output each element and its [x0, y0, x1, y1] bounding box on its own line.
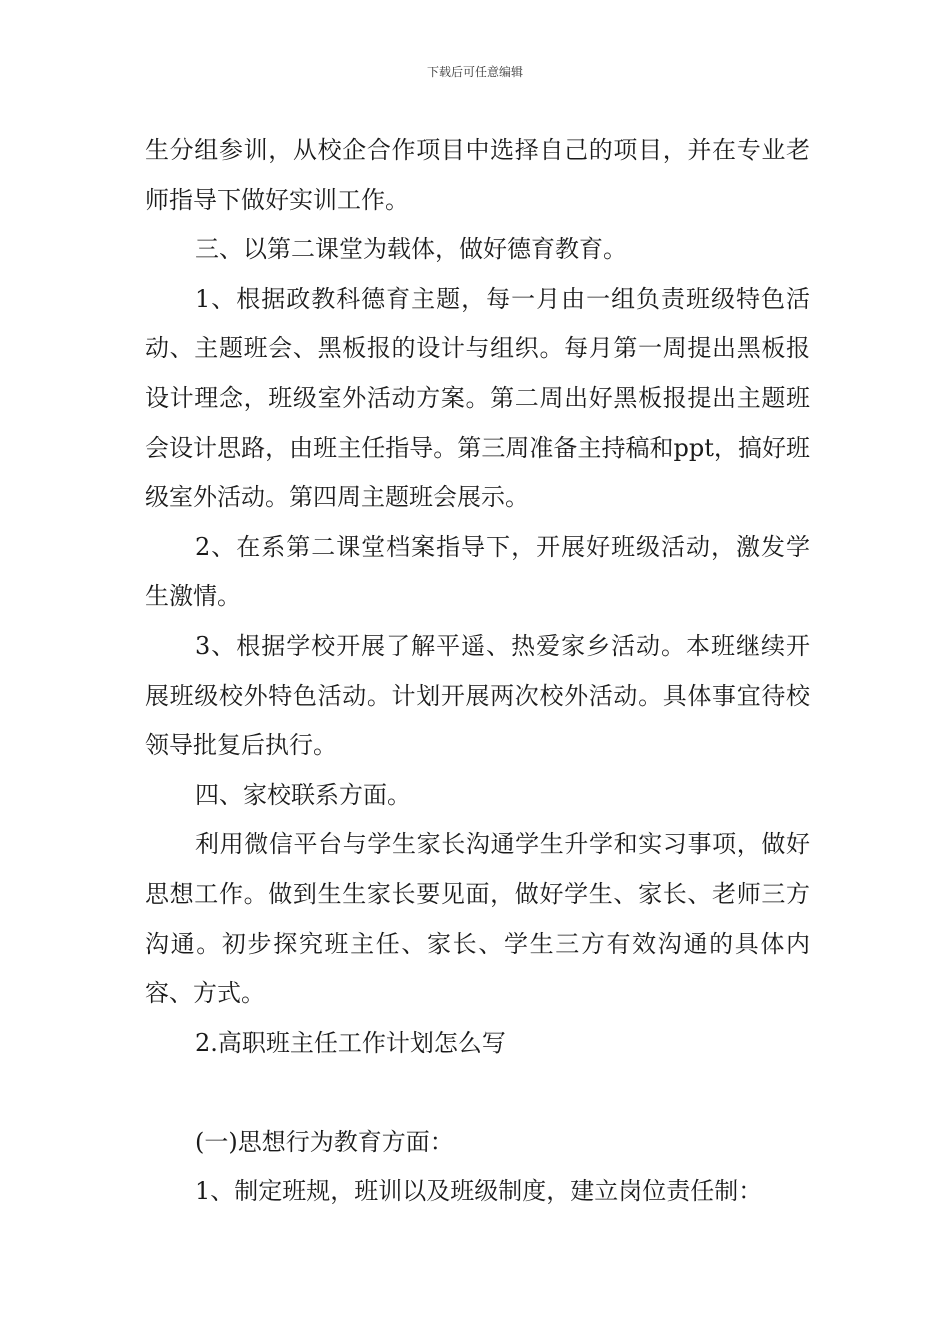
paragraph-item-3: 3、根据学校开展了解平遥、热爱家乡活动。本班继续开展班级校外特色活动。计划开展两次校外活动。具体事宜待校领导批复后执行。	[145, 631, 810, 760]
page-header: 下载后可任意编辑	[426, 65, 523, 79]
article-title-2: 2.高职班主任工作计划怎么写	[195, 1028, 506, 1057]
section-heading-3: 三、以第二课堂为载体，做好德育教育。	[195, 235, 627, 264]
section-heading-4: 四、家校联系方面。	[195, 780, 411, 809]
paragraph-item-2: 2、在系第二课堂档案指导下，开展好班级活动，激发学生激情。	[145, 532, 810, 611]
paragraph-rules: 1、制定班规，班训以及班级制度，建立岗位责任制：	[195, 1177, 763, 1206]
paragraph-1: 生分组参训，从校企合作项目中选择自己的项目，并在专业老师指导下做好实训工作。	[145, 136, 810, 214]
document-body	[145, 126, 810, 1217]
paragraph-home-school: 利用微信平台与学生家长沟通学生升学和实习事项，做好思想工作。做到生生家长要见面，做好学生、家长、老师三方沟通。初步探究班主任、家长、学生三方有效沟通的具体内容、方式。	[145, 830, 810, 1008]
blank-line	[145, 1068, 810, 1118]
subsection-heading-1: (一)思想行为教育方面：	[195, 1127, 454, 1156]
paragraph-item-1: 1、根据政教科德育主题，每一月由一组负责班级特色活动、主题班会、黑板报的设计与组织。每月第一周提出黑板报设计理念，班级室外活动方案。第二周出好黑板报提出主题班会设计思路，由班主任指导。第三周准备主持稿和ppt，搞好班级室外活动。第四周主题班会展示。	[145, 284, 810, 512]
